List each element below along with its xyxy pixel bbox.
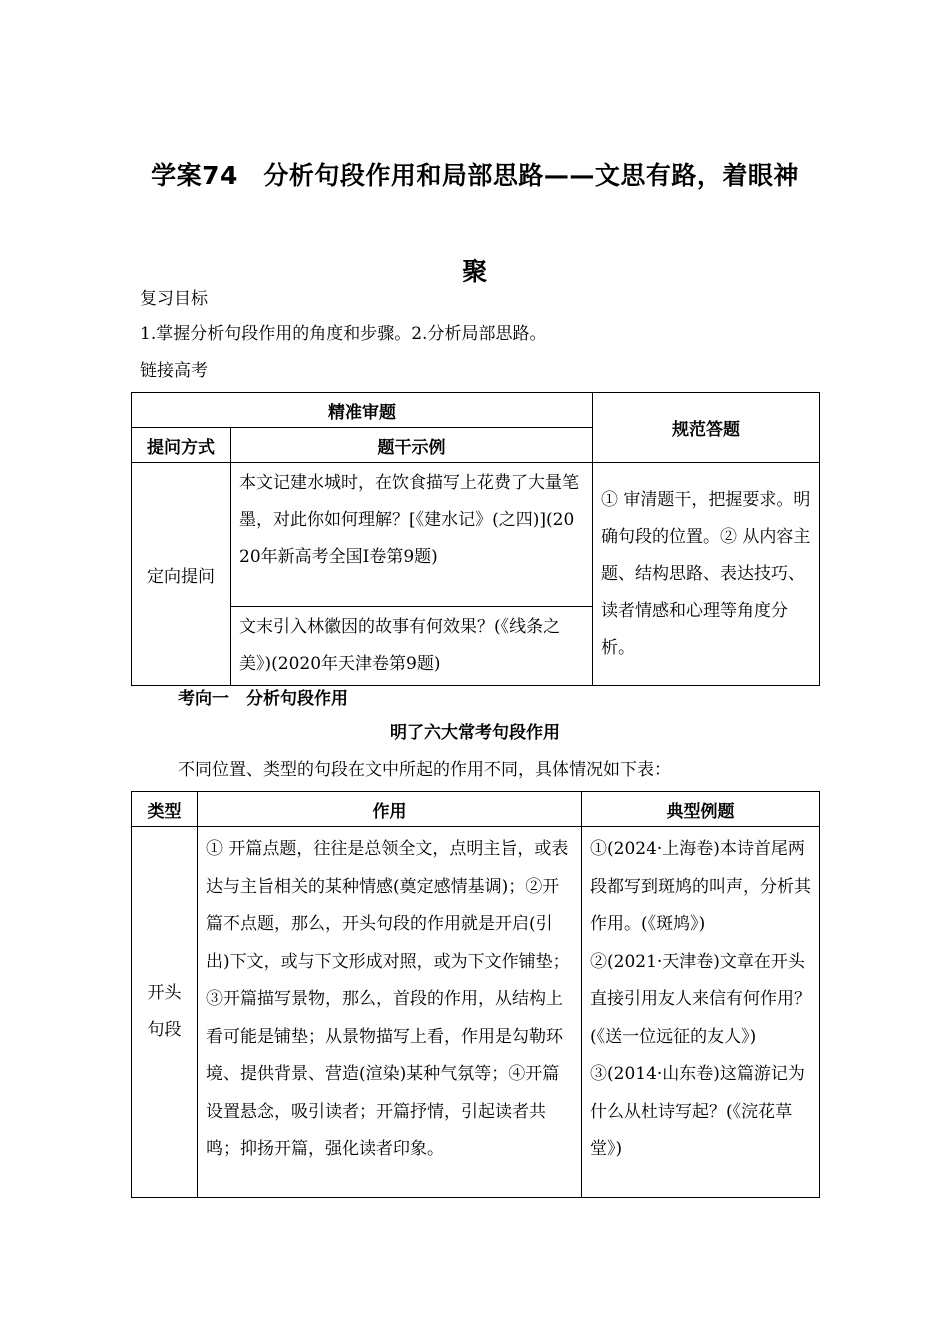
gaokao-label: 链接高考 — [140, 361, 208, 381]
header-type: 类型 — [132, 792, 198, 827]
row-role: ① 开篇点题，往往是总领全文，点明主旨，或表达与主旨相关的某种情感(奠定感情基调)；②开篇不点题，那么，开头句段的作用就是开启(引出)下文，或与下文形成对照，或为下文作铺垫；③开篇描写景物，那么，首段的作用，从结构上看可能是铺垫；从景物描写上看，作用是勾勒环境、提供背景、营造(渲染)某种气氛等；④开篇设置悬念，吸引读者；开篇抒情，引起读者共鸣；抑扬开篇，强化读者印象。 — [206, 839, 570, 1159]
typical-example-2: ②(2021·天津卷)文章在开头直接引用友人来信有何作用？(《送一位远征的友人》) — [590, 951, 811, 1047]
direction-heading: 考向一 分析句段作用 — [178, 689, 348, 709]
header-typical-example: 典型例题 — [582, 792, 820, 827]
header-precise: 精准审题 — [132, 393, 593, 428]
page-title: 学案74 分析句段作用和局部思路——文思有路，着眼神聚 — [151, 161, 799, 286]
gaokao-table — [131, 392, 820, 686]
review-goal-text: 1.掌握分析句段作用的角度和步骤。2.分析局部思路。 — [140, 324, 547, 344]
review-goal-label: 复习目标 — [140, 289, 208, 309]
answer: ① 审清题干，把握要求。明确句段的位置。② 从内容主题、结构思路、表达技巧、读者情感和心理等角度分析。 — [601, 489, 811, 658]
direction-subheading: 明了六大常考句段作用 — [390, 723, 560, 743]
typical-example-1: ①(2024·上海卷)本诗首尾两段都写到斑鸠的叫声，分析其作用。(《斑鸠》) — [590, 839, 811, 934]
direction-intro: 不同位置、类型的句段在文中所起的作用不同，具体情况如下表： — [178, 760, 671, 780]
typical-example-3: ③(2014·山东卷)这篇游记为什么从杜诗写起？(《浣花草堂》) — [590, 1064, 805, 1159]
row-label: 定向提问 — [132, 463, 231, 686]
header-role: 作用 — [198, 792, 582, 827]
header-standard: 规范答题 — [593, 393, 820, 463]
example-1: 本文记建水城时，在饮食描写上花费了大量笔墨，对此你如何理解？[《建水记》(之四)](2020年新高考全国Ⅰ卷第9题) — [239, 473, 579, 567]
row-type: 开头句段 — [132, 827, 198, 1198]
example-2: 文末引入林徽因的故事有何效果？(《线条之美》)(2020年天津卷第9题) — [239, 617, 561, 674]
sentence-role-table — [131, 791, 820, 1198]
header-method: 提问方式 — [132, 428, 231, 463]
header-example: 题干示例 — [231, 428, 593, 463]
